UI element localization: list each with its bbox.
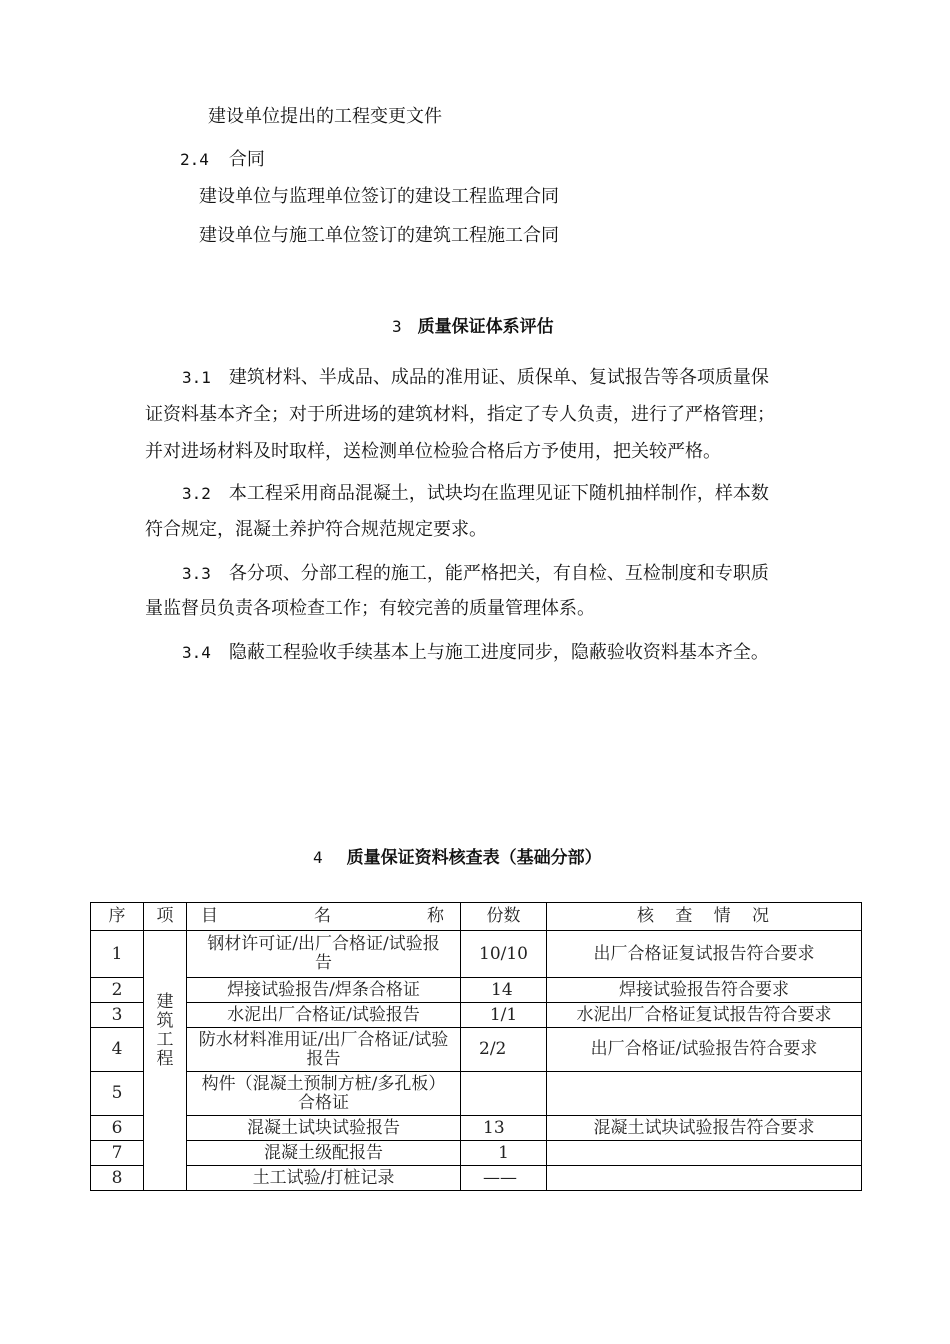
header-name-char: 目 <box>201 906 218 926</box>
header-check-char: 查 <box>675 906 693 926</box>
paragraph-number: 3.1 <box>182 368 211 387</box>
section-3-heading <box>392 316 554 338</box>
header-name-char: 称 <box>427 906 444 926</box>
row-name: 水泥出厂合格证/试验报告 <box>187 1003 461 1028</box>
section-title: 质量保证资料核查表（基础分部） <box>346 848 602 868</box>
row-check <box>547 1166 862 1191</box>
paragraph-3-1-line <box>182 367 769 389</box>
row-name: 防水材料准用证/出厂合格证/试验报告 <box>187 1028 461 1072</box>
row-check: 水泥出厂合格证复试报告符合要求 <box>547 1003 862 1028</box>
paragraph-text: 隐蔽工程验收手续基本上与施工进度同步，隐蔽验收资料基本齐全。 <box>228 642 769 663</box>
header-item: 项 <box>144 903 187 931</box>
row-name: 构件（混凝土预制方桩/多孔板）合格证 <box>187 1072 461 1116</box>
category-char: 程 <box>156 1048 174 1069</box>
paragraph-number: 3.4 <box>182 643 211 662</box>
quality-check-table <box>90 902 862 1191</box>
table-row <box>91 1072 862 1116</box>
intro-line: 建设单位提出的工程变更文件 <box>208 106 442 127</box>
row-name: 土工试验/打桩记录 <box>187 1166 461 1191</box>
row-seq: 1 <box>91 931 144 978</box>
row-check: 混凝土试块试验报告符合要求 <box>547 1116 862 1141</box>
table-row <box>91 1028 862 1072</box>
contract-item: 建设单位与监理单位签订的建设工程监理合同 <box>199 186 559 207</box>
row-seq: 3 <box>91 1003 144 1028</box>
table-row <box>91 1003 862 1028</box>
row-check <box>547 1072 862 1116</box>
row-check: 出厂合格证/试验报告符合要求 <box>547 1028 862 1072</box>
row-copies: 10/10 <box>461 931 547 978</box>
section-number: 3 <box>392 317 402 336</box>
header-copies: 份数 <box>461 903 547 931</box>
category-char: 工 <box>156 1029 174 1050</box>
row-name: 混凝土试块试验报告 <box>187 1116 461 1141</box>
category-char: 筑 <box>156 1010 174 1031</box>
row-check <box>547 1141 862 1166</box>
row-name: 混凝土级配报告 <box>187 1141 461 1166</box>
paragraph-3-1-line: 证资料基本齐全；对于所进场的建筑材料，指定了专人负责，进行了严格管理； <box>145 404 775 425</box>
section-number: 2.4 <box>180 150 209 169</box>
paragraph-3-4-line <box>182 642 769 664</box>
row-copies: 14 <box>461 978 547 1003</box>
paragraph-text: 各分项、分部工程的施工，能严格把关，有自检、互检制度和专职质 <box>228 563 769 584</box>
section-2-4-heading <box>180 149 265 171</box>
row-name: 钢材许可证/出厂合格证/试验报告 <box>187 931 461 978</box>
paragraph-3-2-line <box>182 483 769 505</box>
table-row <box>91 931 862 978</box>
table-row <box>91 1116 862 1141</box>
paragraph-text: 本工程采用商品混凝土，试块均在监理见证下随机抽样制作，样本数 <box>228 483 769 504</box>
paragraph-3-3-line: 量监督员负责各项检查工作；有较完善的质量管理体系。 <box>145 598 595 619</box>
row-seq: 6 <box>91 1116 144 1141</box>
header-name-char: 名 <box>314 906 331 926</box>
contract-item: 建设单位与施工单位签订的建筑工程施工合同 <box>199 225 559 246</box>
header-seq: 序 <box>91 903 144 931</box>
row-check: 焊接试验报告符合要求 <box>547 978 862 1003</box>
section-title: 质量保证体系评估 <box>417 317 554 337</box>
table-row <box>91 978 862 1003</box>
header-check-char: 核 <box>637 906 654 926</box>
row-check: 出厂合格证复试报告符合要求 <box>547 931 862 978</box>
paragraph-3-3-line <box>182 563 769 585</box>
section-number: 4 <box>313 848 323 867</box>
row-copies <box>461 1072 547 1116</box>
row-seq: 5 <box>91 1072 144 1116</box>
section-4-heading <box>313 847 602 869</box>
row-seq: 7 <box>91 1141 144 1166</box>
row-copies: 13 <box>461 1116 547 1141</box>
paragraph-3-1-line: 并对进场材料及时取样，送检测单位检验合格后方予使用，把关较严格。 <box>145 441 721 462</box>
row-copies: 1/1 <box>461 1003 547 1028</box>
row-copies: —— <box>461 1166 547 1191</box>
row-name: 焊接试验报告/焊条合格证 <box>187 978 461 1003</box>
header-check <box>547 903 862 931</box>
row-copies: 2/2 <box>461 1028 547 1072</box>
table-row <box>91 1166 862 1191</box>
row-seq: 8 <box>91 1166 144 1191</box>
header-name <box>187 903 461 931</box>
header-check-char: 情 <box>713 906 731 926</box>
category-cell <box>144 931 187 1191</box>
row-copies: 1 <box>461 1141 547 1166</box>
paragraph-number: 3.3 <box>182 564 211 583</box>
header-check-char: 况 <box>751 906 769 926</box>
table-row <box>91 1141 862 1166</box>
paragraph-number: 3.2 <box>182 484 211 503</box>
category-char: 建 <box>156 991 174 1012</box>
paragraph-text: 建筑材料、半成品、成品的准用证、质保单、复试报告等各项质量保 <box>228 367 769 388</box>
paragraph-3-2-line: 符合规定，混凝土养护符合规范规定要求。 <box>145 519 487 540</box>
row-seq: 4 <box>91 1028 144 1072</box>
section-title: 合同 <box>228 149 265 170</box>
table-header-row <box>91 903 862 931</box>
row-seq: 2 <box>91 978 144 1003</box>
